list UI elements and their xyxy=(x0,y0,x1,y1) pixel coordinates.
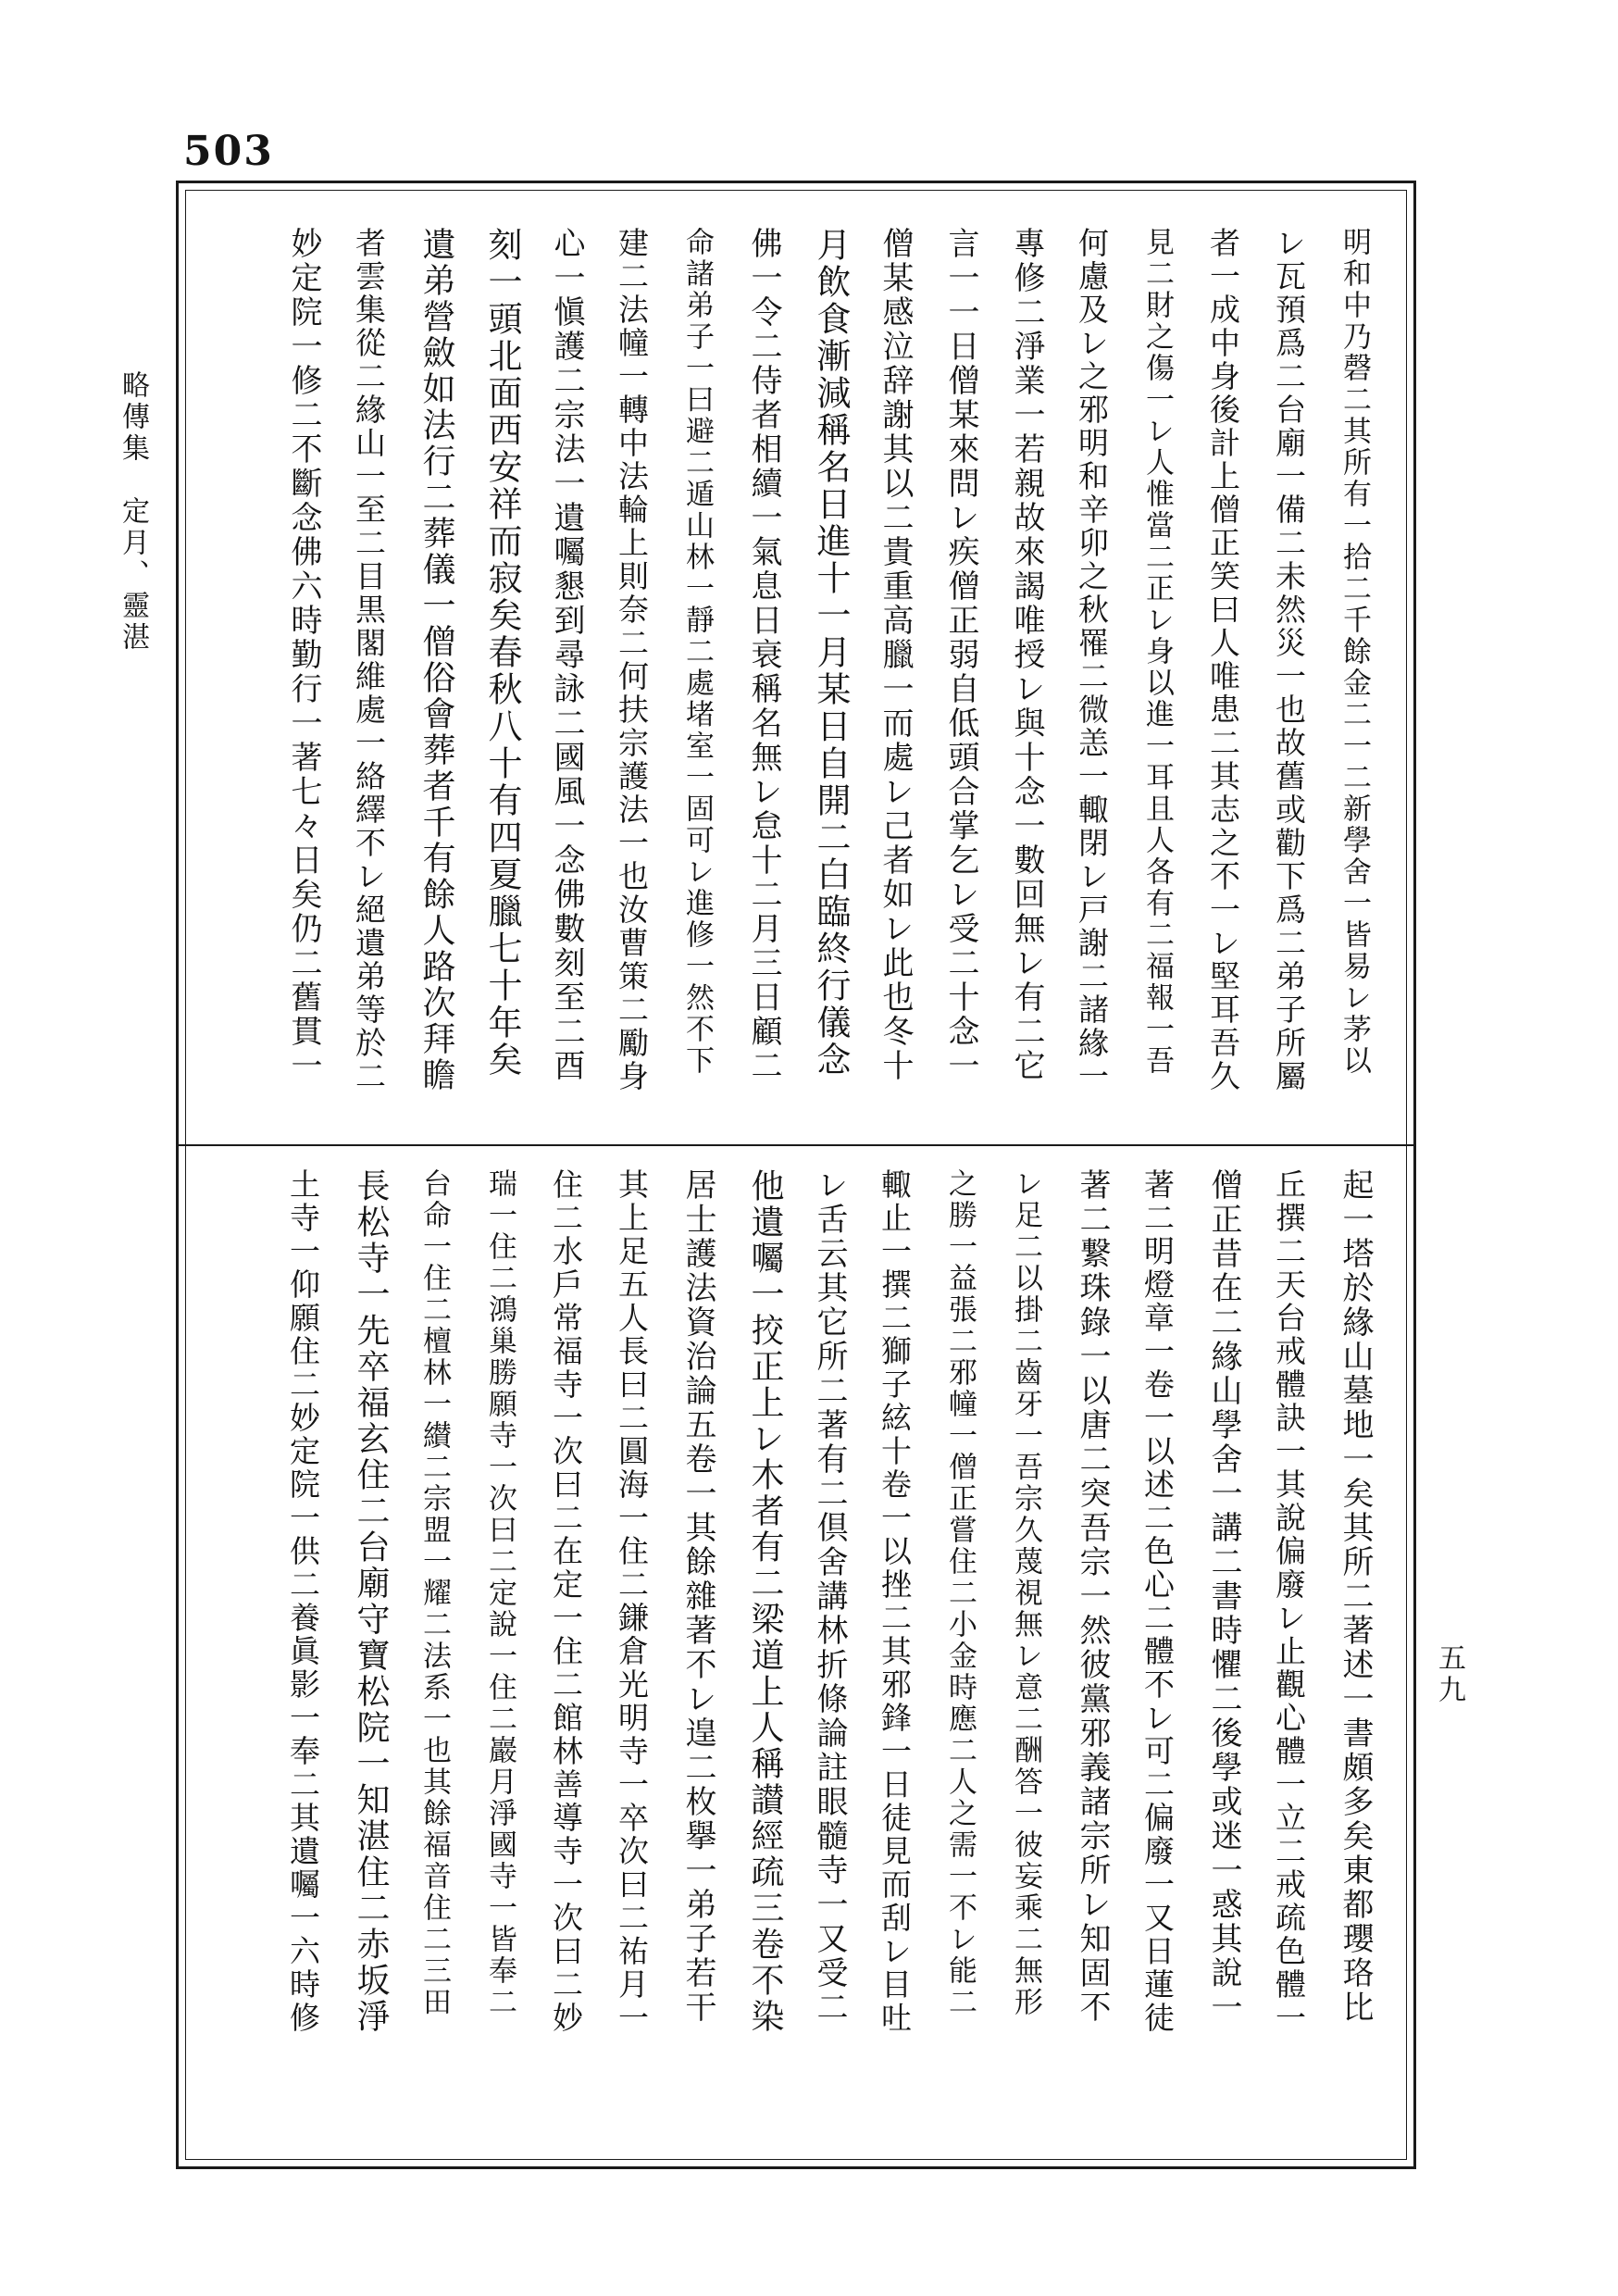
text-column: 其上足五人長曰二圓海一住二鎌倉光明寺一卒次曰二祐月一 xyxy=(614,1168,650,2035)
text-column: 明和中乃磬二其所有一拾二千餘金二一二新學舍一皆易レ茅以 xyxy=(1338,227,1371,1077)
text-column: 言一一日僧某來問レ疾僧正弱自低頭合掌乞レ受二十念一 xyxy=(942,227,979,1083)
text-column: 心一愼護二宗法一遺囑懇到尋詠二國風一念佛數刻至二酉 xyxy=(548,227,585,1083)
text-column: 何慮及レ之邪明和辛卯之秋罹二微恙一輙閉レ戸謝二諸緣一 xyxy=(1074,227,1110,1093)
text-column: 佛一令二侍者相續一氣息日衰稱名無レ怠十二月三日顧二 xyxy=(745,227,782,1083)
text-column: 之勝一益張二邪幢一僧正嘗住二小金時應二人之需一不レ能二 xyxy=(943,1168,977,2018)
text-column: 土寺一仰願住二妙定院一供二養眞影一奉二其遺囑一六時修 xyxy=(285,1168,321,2035)
text-column: 者雲集從二緣山一至二目黒閣維處一絡繹不レ絕遺弟等於二 xyxy=(351,227,387,1093)
section-divider xyxy=(176,1144,1416,1146)
running-title: 略傳集 定月、靈湛 xyxy=(117,370,149,654)
text-column: 遺弟營斂如法行二葬儀一僧俗會葬者千有餘人路次拜瞻 xyxy=(417,227,455,1093)
text-column: 住二水戶常福寺一次曰二在定一住二館林善導寺一次曰二妙 xyxy=(548,1168,584,2035)
text-column: 刻一頭北面西安祥而寂矣春秋八十有四夏臘七十年矣 xyxy=(482,227,522,1079)
text-column: 起一塔於緣山墓地一矣其所二著述一書頗多矣東都瓔珞比 xyxy=(1337,1168,1374,2025)
text-column: 命諸弟子一曰避二遁山林一靜二處堵室一固可レ進修一然不下 xyxy=(680,227,714,1077)
text-column: 月飲食漸減稱名日進十一月某日自開二白臨終行儀念 xyxy=(811,227,851,1079)
text-column: 妙定院一修二不斷念佛六時勤行一著七々日矣仍二舊貫一 xyxy=(285,227,322,1083)
text-column: 僧某感泣辞謝其以二貴重高臘一而處レ己者如レ此也冬十 xyxy=(877,227,914,1083)
page-number: 503 xyxy=(183,128,274,175)
text-column: 居士護法資治論五卷一其餘雜著不レ遑二枚擧一弟子若干 xyxy=(679,1168,716,2025)
text-column: 專修二淨業一若親故來謁唯授レ與十念一數回無レ有二它 xyxy=(1008,227,1045,1083)
text-column: 見二財之傷一レ人惟當二正レ身以進一耳且人各有二福報一吾 xyxy=(1140,227,1174,1077)
text-column: 僧正昔在二緣山學舍一講二書時懼二後學或迷一惑其說一 xyxy=(1205,1168,1242,2025)
text-column: 丘撰二天台戒體訣一其說偏廢レ止觀心體一立二戒疏色體一 xyxy=(1271,1168,1307,2035)
folio-number: 五九 xyxy=(1433,1643,1465,1706)
text-column: 輙止一撰二獅子絃十卷一以挫二其邪鋒一日徒見而刮レ目吐 xyxy=(877,1168,913,2035)
text-column: レ瓦預爲二台廟一備二未然災一也故舊或勸下爲二弟子所屬 xyxy=(1271,227,1307,1093)
text-column: 台命一住二檀林一纉二宗盟一耀二法系一也其餘福音住二三田 xyxy=(417,1168,451,2018)
text-column: 著二明燈章一卷一以述二色心二體不レ可二偏廢一又日蓮徒 xyxy=(1139,1168,1176,2035)
text-column: 他遺囑一挍正上レ木者有二梁道上人稱讃經疏三卷不染 xyxy=(746,1168,784,2035)
text-column: 長松寺一先卒福玄住二台廟守寶松院一知湛住二赤坂淨 xyxy=(352,1168,390,2035)
text-column: レ舌云其它所二著有二倶舍講林折條論註眼髓寺一又受二 xyxy=(811,1168,848,2025)
text-column: レ足二以掛二齒牙一吾宗久蔑視無レ意二酬答一彼妄乘二無形 xyxy=(1009,1168,1042,2018)
text-column: 建二法幢一轉中法輪上則奈二何扶宗護法一也汝曹策二勵身 xyxy=(614,227,650,1093)
text-column: 者一成中身後計上僧正笑曰人唯患二其志之不一レ堅耳吾久 xyxy=(1205,227,1241,1093)
text-column: 瑞一住二鴻巢勝願寺一次曰二定說一住二巖月淨國寺一皆奉二 xyxy=(483,1168,517,2018)
text-column: 著二繋珠錄一以唐二突吾宗一然彼黨邪義諸宗所レ知固不 xyxy=(1074,1168,1111,2025)
